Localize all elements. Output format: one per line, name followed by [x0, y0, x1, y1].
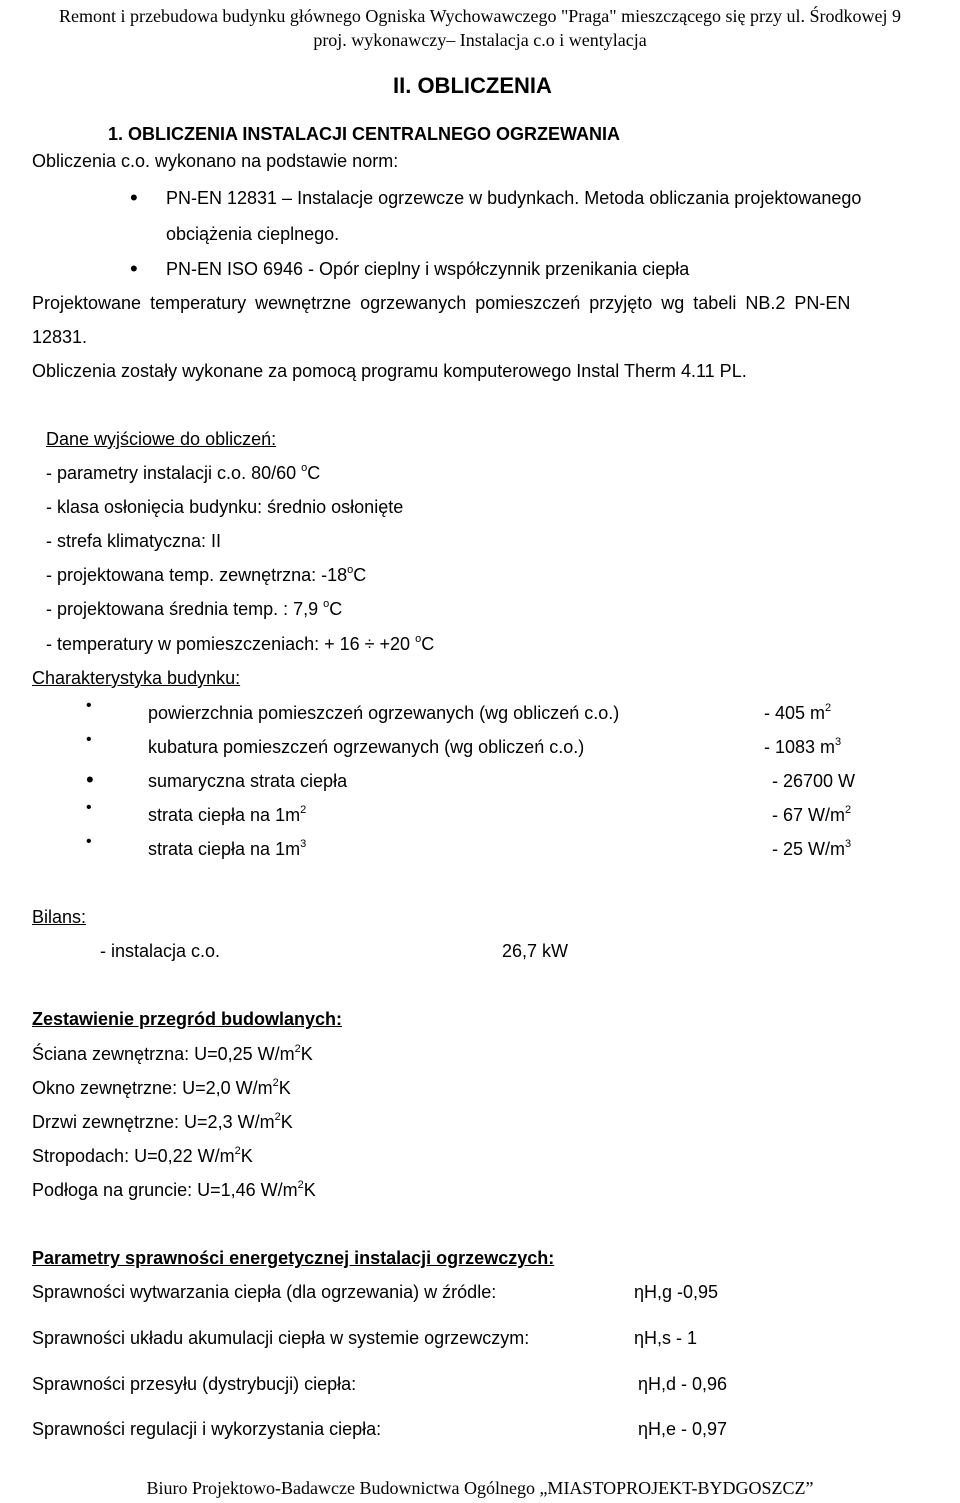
section-heading: 1. OBLICZENIA INSTALACJI CENTRALNEGO OGRZEWANIA — [108, 124, 621, 144]
input-param-6-mid: +20 — [374, 634, 416, 654]
building-row-label-text: strata ciepła na 1m — [148, 839, 301, 859]
building-row-value-text: - 25 W/m — [772, 839, 846, 859]
norms-intro: Obliczenia c.o. wykonano na podstawie norm: — [32, 151, 399, 171]
efficiency-row-value: ηH,d - 0,96 — [638, 1374, 728, 1394]
unit-sup: 2 — [294, 1043, 301, 1055]
norm-item-1-text: PN-EN 12831 – Instalacje ogrzewcze w budynkach. Metoda obliczania projektowanego — [166, 188, 862, 208]
unit-sup: 2 — [297, 1179, 304, 1191]
efficiency-row-label: Sprawności układu akumulacji ciepła w systemie ogrzewczym: — [32, 1328, 530, 1348]
building-row-label: sumaryczna strata ciepła — [148, 771, 348, 791]
unit: K — [280, 1112, 293, 1132]
unit-sup: 3 — [300, 838, 307, 850]
bullet-icon: • — [86, 767, 94, 792]
unit-sup: 2 — [825, 702, 832, 714]
building-row-label — [148, 806, 306, 824]
input-param-3: - strefa klimatyczna: II — [46, 531, 222, 551]
input-param-6-text: - temperatury w pomieszczeniach: + 16 — [46, 634, 365, 654]
building-row-value — [772, 840, 851, 858]
norm-item-1-line2: obciążenia cieplnego. — [166, 224, 340, 244]
input-param-6 — [46, 635, 434, 653]
input-param-1-text: - parametry instalacji c.o. 80/60 — [46, 463, 302, 483]
building-row-label — [148, 840, 306, 858]
bullet-icon: • — [86, 697, 92, 714]
partitions-heading: Zestawienie przegród budowlanych: — [32, 1009, 343, 1029]
bullet-icon: • — [130, 256, 138, 281]
unit: K — [303, 1180, 316, 1200]
efficiency-row-value: ηH,e - 0,97 — [638, 1419, 728, 1439]
input-data-heading: Dane wyjściowe do obliczeń: — [46, 429, 277, 449]
balance-value: 26,7 kW — [502, 941, 569, 961]
input-param-5 — [46, 600, 342, 618]
unit-sup: 2 — [234, 1145, 241, 1157]
partition-row-text: Drzwi zewnętrzne: U=2,3 W/m — [32, 1112, 275, 1132]
building-row-value-text: - 405 m — [764, 703, 826, 723]
building-row-value — [764, 704, 831, 722]
balance-heading: Bilans: — [32, 907, 87, 927]
bullet-icon: • — [86, 731, 92, 748]
building-row-value — [772, 772, 855, 790]
document-footer: Biuro Projektowo-Badawcze Budownictwa Ogólnego „MIASTOPROJEKT-BYDGOSZCZ” — [146, 1478, 814, 1498]
building-row-label: powierzchnia pomieszczeń ogrzewanych (wg obliczeń c.o.) — [148, 703, 620, 723]
document-header-line1: Remont i przebudowa budynku głównego Ogniska Wychowawczego "Praga" mieszczącego się przy ul. Środkowej 9 — [58, 6, 902, 26]
bullet-icon: • — [86, 799, 92, 816]
program-note: Obliczenia zostały wykonane za pomocą programu komputerowego Instal Therm 4.11 PL. — [32, 361, 747, 381]
unit-sup: 2 — [845, 804, 852, 816]
efficiency-row-value: ηH,g -0,95 — [634, 1282, 719, 1302]
norm-item-2: PN-EN ISO 6946 - Opór cieplny i współczynnik przenikania ciepła — [166, 259, 690, 279]
unit-sup: 3 — [835, 736, 842, 748]
unit: C — [353, 565, 367, 585]
input-param-4-text: - projektowana temp. zewnętrzna: -18 — [46, 565, 348, 585]
partition-row — [32, 1147, 253, 1165]
efficiency-row-label: Sprawności przesyłu (dystrybucji) ciepła: — [32, 1374, 357, 1394]
partition-row — [32, 1079, 291, 1097]
partition-row-text: Ściana zewnętrzna: U=0,25 W/m — [32, 1044, 295, 1064]
partition-row — [32, 1181, 316, 1199]
unit-sup: 2 — [272, 1077, 279, 1089]
document-header-line2: proj. wykonawczy– Instalacja c.o i wentylacja — [313, 30, 647, 50]
building-row-value-text: - 26700 W — [772, 771, 856, 791]
partition-row — [32, 1045, 313, 1063]
temps-line2: 12831. — [32, 327, 88, 347]
unit: C — [421, 634, 435, 654]
unit-sup: 3 — [845, 838, 852, 850]
degree-sup: o — [347, 564, 354, 576]
building-heading: Charakterystyka budynku: — [32, 668, 241, 688]
building-row-value — [772, 806, 851, 824]
partition-row-text: Podłoga na gruncie: U=1,46 W/m — [32, 1180, 298, 1200]
efficiency-row-label: Sprawności wytwarzania ciepła (dla ogrzewania) w źródle: — [32, 1282, 497, 1302]
degree-sup: o — [415, 633, 422, 645]
building-row-value-text: - 1083 m — [764, 737, 836, 757]
efficiency-row-value: ηH,s - 1 — [634, 1328, 698, 1348]
unit: K — [240, 1146, 253, 1166]
bullet-icon: • — [130, 185, 138, 210]
input-param-1 — [46, 464, 320, 482]
efficiency-row-label: Sprawności regulacji i wykorzystania ciepła: — [32, 1419, 382, 1439]
input-param-4 — [46, 566, 366, 584]
partition-row-text: Stropodach: U=0,22 W/m — [32, 1146, 235, 1166]
efficiency-heading: Parametry sprawności energetycznej instalacji ogrzewczych: — [32, 1248, 555, 1268]
unit-sup: 2 — [274, 1111, 281, 1123]
building-row-label: kubatura pomieszczeń ogrzewanych (wg obliczeń c.o.) — [148, 737, 585, 757]
bullet-icon: • — [86, 833, 92, 850]
unit: K — [300, 1044, 313, 1064]
norm-item-1-line1 — [166, 189, 955, 207]
unit: C — [307, 463, 321, 483]
page-title: II. OBLICZENIA — [393, 73, 552, 98]
balance-label: - instalacja c.o. — [100, 941, 221, 961]
range-divide-icon: ÷ — [364, 634, 375, 654]
partition-row-text: Okno zewnętrzne: U=2,0 W/m — [32, 1078, 273, 1098]
degree-sup: o — [323, 598, 330, 610]
input-param-2: - klasa osłonięcia budynku: średnio osłonięte — [46, 497, 404, 517]
unit: K — [278, 1078, 291, 1098]
building-row-value — [764, 738, 841, 756]
temps-line1: Projektowane temperatury wewnętrzne ogrzewanych pomieszczeń przyjęto wg tabeli NB.2 PN-EN — [32, 293, 851, 313]
input-param-5-text: - projektowana średnia temp. : 7,9 — [46, 599, 324, 619]
building-row-label-text: strata ciepła na 1m — [148, 805, 301, 825]
unit: C — [329, 599, 343, 619]
partition-row — [32, 1113, 293, 1131]
degree-sup: o — [301, 462, 308, 474]
unit-sup: 2 — [300, 804, 307, 816]
building-row-value-text: - 67 W/m — [772, 805, 846, 825]
